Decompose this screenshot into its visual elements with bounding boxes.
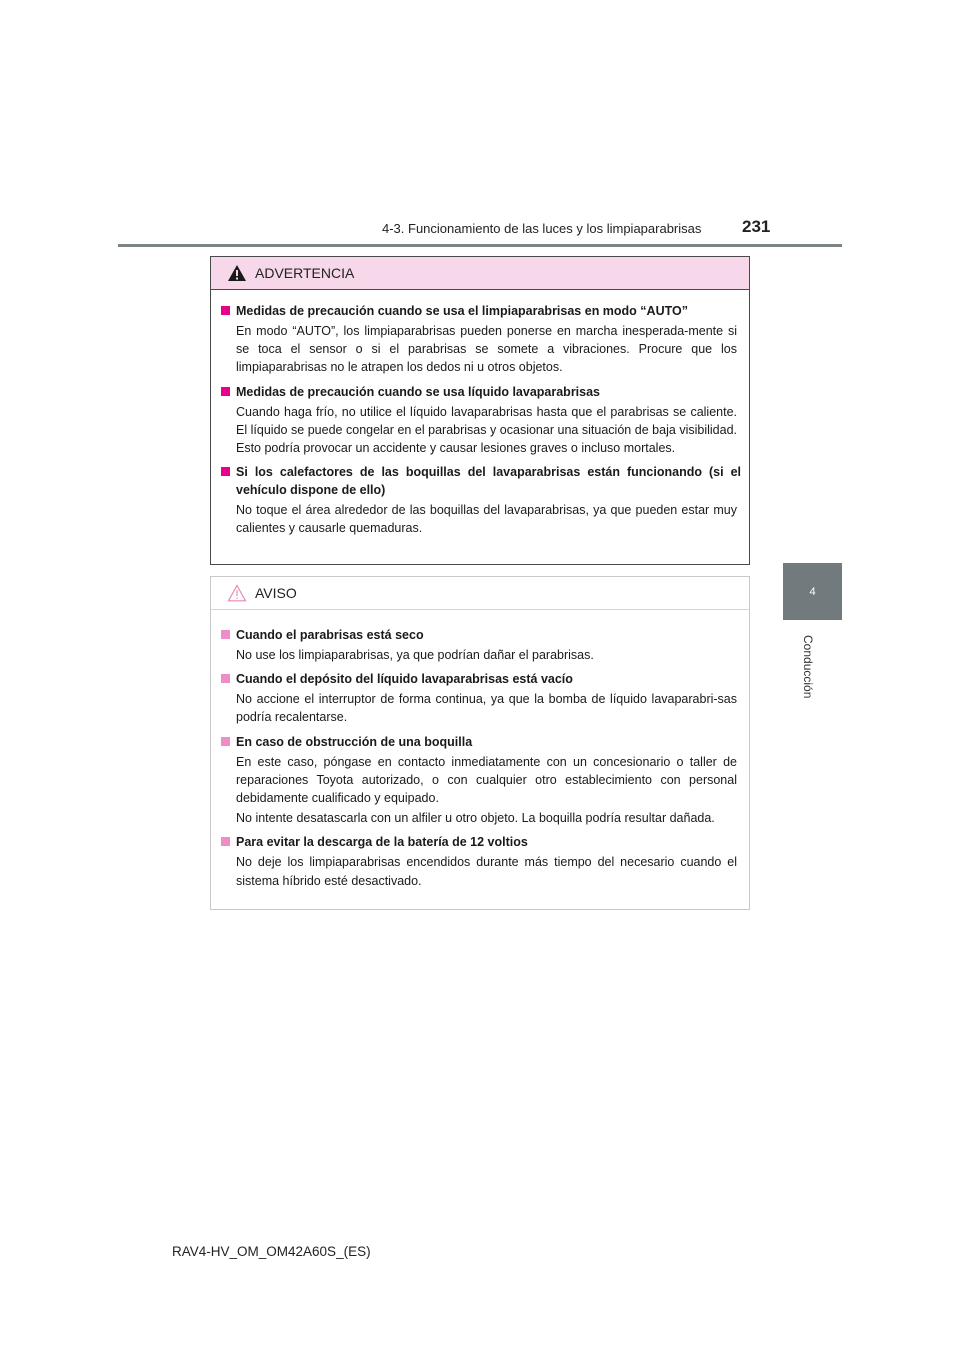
notice-item-text: No intente desatascarla con un alfiler u otro objeto. La boquilla podría resultar dañada. [236,811,715,826]
warning-title: ADVERTENCIA [255,265,355,281]
warning-box-header [211,257,749,290]
warning-item-text: En modo “AUTO”, los limpiaparabrisas pueden ponerse en marcha inesperada-mente si se toca el sensor o si el parabrisas se somete a vibraciones. Procure que los limpiaparabrisas no le atrapen los dedos ni u otros objetos. [236,324,737,375]
warning-item-text: No toque el área alrededor de las boquillas del lavaparabrisas, ya que pueden estar muy calientes y causarle quemaduras. [236,503,737,536]
square-bullet-icon [221,674,230,683]
caution-triangle-icon [227,584,247,602]
square-bullet-icon [221,306,230,315]
header-divider [118,244,842,247]
chapter-label: Conducción [801,635,815,699]
warning-box [210,256,750,565]
notice-item-title: Cuando el depósito del líquido lavaparabrisas está vacío [219,670,741,688]
document-code: RAV4-HV_OM_OM42A60S_(ES) [172,1244,371,1259]
warning-item-title: Medidas de precaución cuando se usa líquido lavaparabrisas [219,383,741,401]
warning-item-title: Medidas de precaución cuando se usa el limpiaparabrisas en modo “AUTO” [219,302,741,320]
notice-item-text: No use los limpiaparabrisas, ya que podrían dañar el parabrisas. [236,648,594,662]
square-bullet-icon [221,630,230,639]
notice-item-text: En este caso, póngase en contacto inmediatamente con un concesionario o taller de reparaciones Toyota autorizado, o con cualquier otro establecimiento con personal debidamente cualificado y equipado. [236,754,737,806]
notice-item-text: No accione el interruptor de forma continua, ya que la bomba de líquido lavaparabri-sas podría recalentarse. [236,692,737,725]
square-bullet-icon [221,737,230,746]
notice-box-body [211,610,749,890]
page-number: 231 [742,217,771,236]
notice-item-title: Cuando el parabrisas está seco [219,626,741,644]
warning-triangle-icon [227,264,247,282]
notice-box-header [211,577,749,610]
warning-item-title: Si los calefactores de las boquillas del lavaparabrisas están funcionando (si el vehículo dispone de ello) [219,463,741,499]
notice-item-text: No deje los limpiaparabrisas encendidos durante más tiempo del necesario cuando el sistema híbrido esté desactivado. [236,855,737,888]
notice-item-title: Para evitar la descarga de la batería de 12 voltios [219,833,741,851]
warning-item-text: Cuando haga frío, no utilice el líquido lavaparabrisas hasta que el parabrisas se caliente. El líquido se puede congelar en el parabrisas y ocasionar una situación de baja visibilidad. Esto podría provocar un accidente y causar lesiones graves o incluso mortales. [236,404,737,456]
square-bullet-icon [221,837,230,846]
square-bullet-icon [221,467,230,476]
warning-box-body [211,290,749,538]
chapter-number: 4 [809,585,816,598]
notice-item-title: En caso de obstrucción de una boquilla [219,733,741,751]
square-bullet-icon [221,387,230,396]
notice-title: AVISO [255,585,297,601]
notice-box [210,576,750,910]
chapter-tab [783,563,842,620]
section-title: 4-3. Funcionamiento de las luces y los limpiaparabrisas [382,221,702,236]
